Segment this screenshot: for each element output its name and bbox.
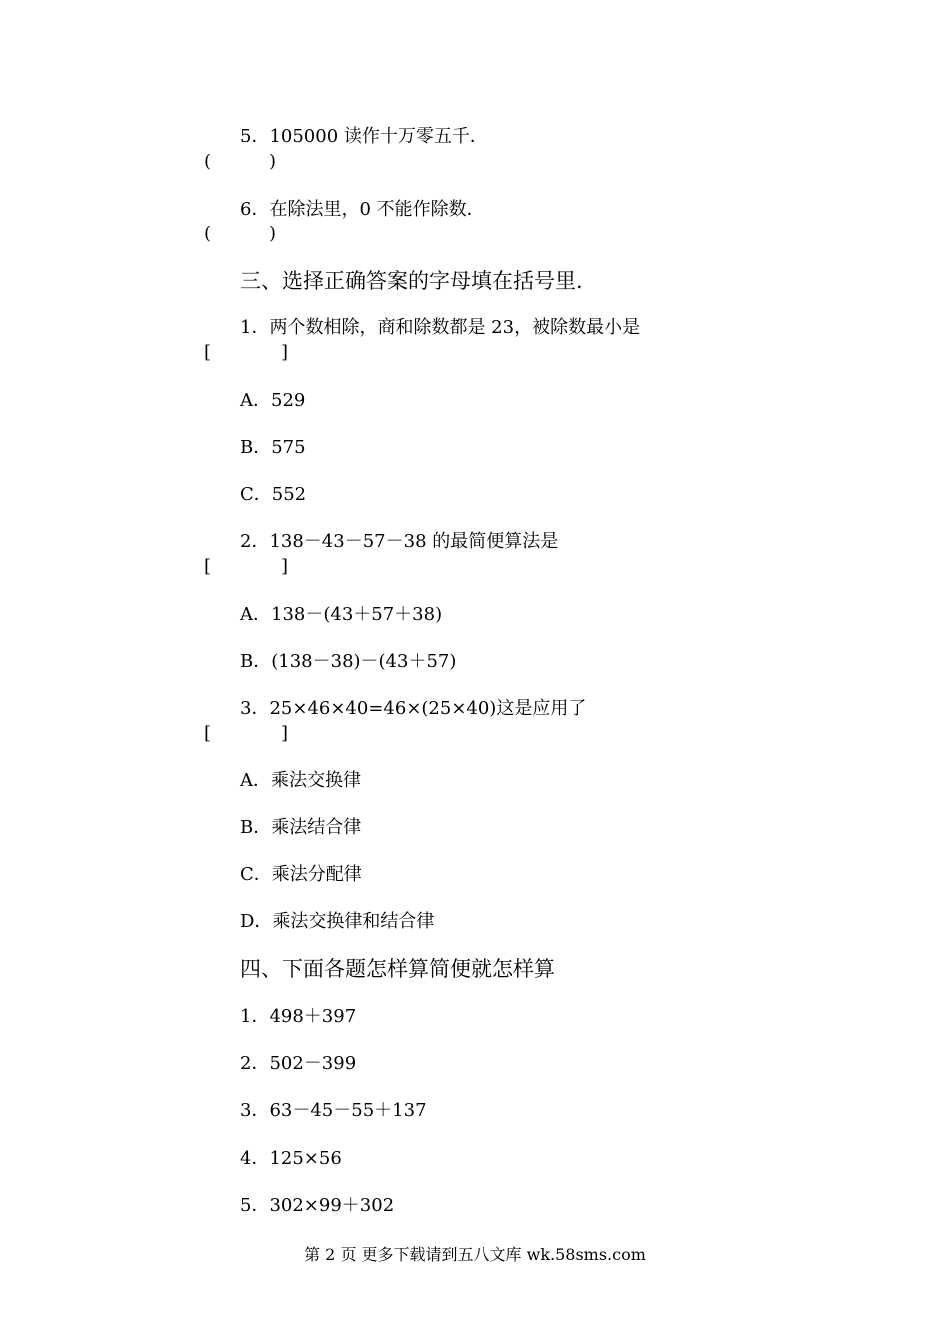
item-number: 5． <box>240 126 270 147</box>
option-text: 529 <box>271 390 306 411</box>
item-number: 1． <box>240 1006 270 1027</box>
option-q1-a <box>240 389 305 413</box>
item-text: 105000 读作十万零五千． <box>269 126 488 147</box>
item-number: 2． <box>240 1053 270 1074</box>
bracket-close: ] <box>281 723 289 744</box>
option-q3-a <box>240 769 361 793</box>
option-letter: C． <box>240 864 272 885</box>
page-footer: 第 2 页 更多下载请到五八文库 wk.58sms.com <box>304 1245 646 1264</box>
choice-question-1 <box>240 316 640 340</box>
item-text: 502－399 <box>269 1053 357 1074</box>
question-text: 两个数相除，商和除数都是 23，被除数最小是 <box>269 317 641 338</box>
choice-question-3 <box>240 697 586 721</box>
option-letter: A． <box>240 390 271 411</box>
option-q3-c <box>240 863 362 887</box>
option-letter: C． <box>240 484 272 505</box>
bracket-close: ) <box>269 151 277 172</box>
item-text: 125×56 <box>269 1148 342 1169</box>
option-text: 552 <box>271 484 307 505</box>
choice-question-2 <box>240 530 558 554</box>
option-text: 138－(43＋57＋38) <box>271 604 443 625</box>
option-q2-a <box>240 603 442 627</box>
option-letter: B． <box>240 651 272 672</box>
question-text: 138－43－57－38 的最简便算法是 <box>269 531 559 552</box>
answer-bracket-q1 <box>204 341 288 365</box>
calc-item-2 <box>240 1052 356 1076</box>
option-q3-b <box>240 816 361 840</box>
calc-item-4 <box>240 1147 342 1171</box>
answer-bracket-q3 <box>204 722 288 746</box>
item-number: 3． <box>240 1100 270 1121</box>
bracket-open: ( <box>204 223 212 244</box>
option-text: 575 <box>271 437 306 458</box>
item-number: 6． <box>240 199 270 220</box>
option-text: 乘法分配律 <box>271 864 362 885</box>
question-number: 3． <box>240 698 270 719</box>
option-q2-b <box>240 650 456 674</box>
bracket-close: ] <box>281 342 289 363</box>
item-number: 5． <box>240 1195 270 1216</box>
bracket-open: [ <box>204 342 212 363</box>
section-4-heading: 四、下面各题怎样算简便就怎样算 <box>240 957 555 981</box>
option-letter: A． <box>240 770 271 791</box>
option-text: (138－38)－(43＋57) <box>271 651 457 672</box>
option-letter: D． <box>240 911 273 932</box>
bracket-close: ] <box>281 556 289 577</box>
option-q1-b <box>240 436 306 460</box>
answer-bracket-5 <box>204 150 276 174</box>
calc-item-5 <box>240 1194 394 1218</box>
item-text: 63－45－55＋137 <box>269 1100 427 1121</box>
option-letter: B． <box>240 437 272 458</box>
option-letter: A． <box>240 604 271 625</box>
judgement-item-5 <box>240 125 488 149</box>
question-number: 2． <box>240 531 270 552</box>
answer-bracket-6 <box>204 222 276 246</box>
answer-bracket-q2 <box>204 555 288 579</box>
item-text: 在除法里，0 不能作除数． <box>269 199 485 220</box>
calc-item-1 <box>240 1005 356 1029</box>
item-number: 4． <box>240 1148 270 1169</box>
bracket-open: [ <box>204 723 212 744</box>
section-3-heading: 三、选择正确答案的字母填在括号里． <box>240 269 597 293</box>
option-q1-c <box>240 483 306 507</box>
question-number: 1． <box>240 317 270 338</box>
item-text: 498＋397 <box>269 1006 357 1027</box>
question-text: 25×46×40=46×(25×40)这是应用了 <box>269 698 587 719</box>
option-text: 乘法交换律 <box>271 770 361 791</box>
judgement-item-6 <box>240 198 485 222</box>
option-text: 乘法交换律和结合律 <box>272 911 435 932</box>
calc-item-3 <box>240 1099 427 1123</box>
item-text: 302×99＋302 <box>269 1195 395 1216</box>
bracket-close: ) <box>269 223 277 244</box>
option-text: 乘法结合律 <box>271 817 362 838</box>
option-letter: B． <box>240 817 272 838</box>
bracket-open: ( <box>204 151 212 172</box>
bracket-open: [ <box>204 556 212 577</box>
option-q3-d <box>240 910 434 934</box>
